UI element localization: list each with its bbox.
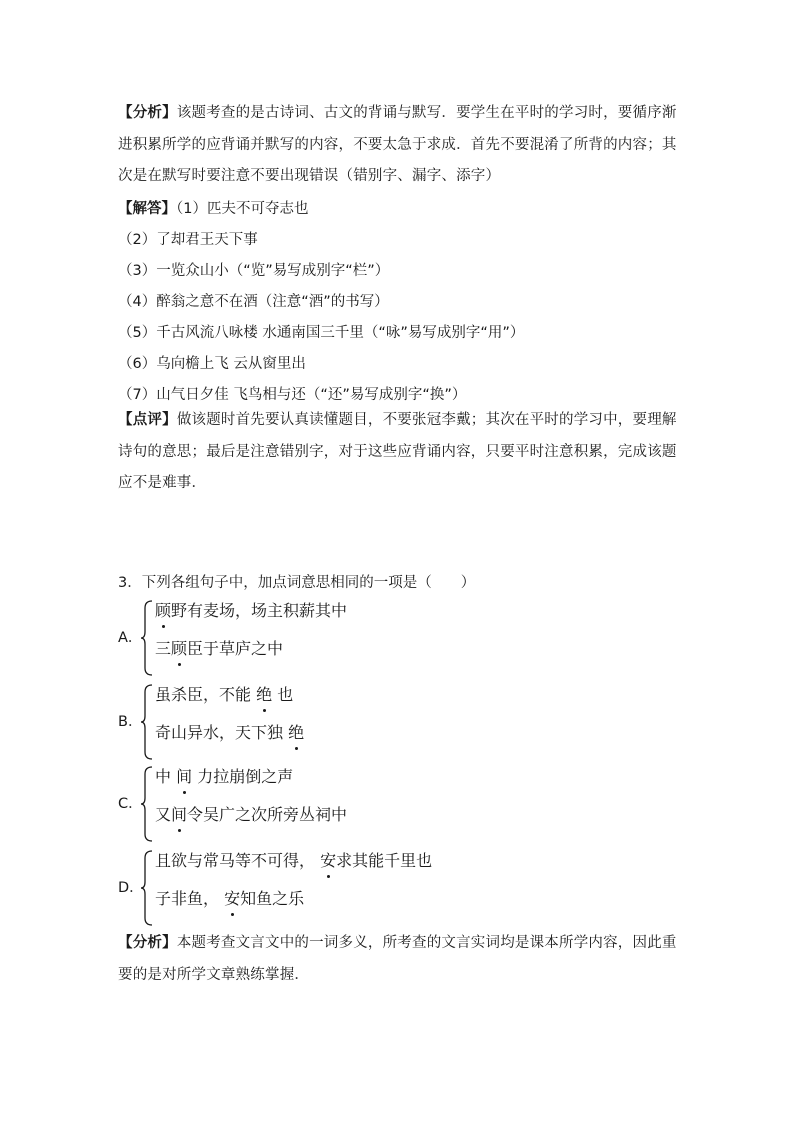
answer-line-7: （7）山气日夕佳 飞鸟相与还（“还”易写成别字“换”） — [118, 387, 467, 403]
answer-tag: 【解答】 — [118, 201, 176, 217]
option-sentence-1: 且欲与常马等不可得， 安求其能千里也 — [155, 848, 432, 871]
option-sentence-2: 又间令吴广之次所旁丛祠中 — [155, 802, 347, 825]
option-a — [118, 598, 678, 678]
comment-tag: 【点评】 — [118, 412, 177, 428]
dotted-word: 间 — [171, 802, 187, 825]
answer-line-4: （4）醉翁之意不在酒（注意“酒”的书写） — [118, 294, 389, 310]
option-b — [118, 682, 678, 762]
option-letter: D． — [118, 880, 144, 896]
analysis-paragraph — [118, 98, 678, 193]
comment-paragraph — [118, 405, 678, 500]
dotted-word: 顾 — [171, 636, 187, 659]
option-sentence-1: 顾野有麦场，场主积薪其中 — [155, 598, 347, 621]
option-sentence-2: 奇山异水，天下独 绝 — [155, 720, 304, 743]
option-sentence-1: 中 间 力拉崩倒之声 — [155, 764, 293, 787]
option-d — [118, 848, 678, 928]
option-c — [118, 764, 678, 844]
answer-line-2: （2）了却君王天下事 — [118, 232, 258, 248]
option-letter: B． — [118, 714, 143, 730]
dotted-word: 顾 — [155, 598, 171, 621]
answer-item: （1）匹夫不可夺志也 — [176, 201, 309, 217]
answer-line-6: （6）乌向檐上飞 云从窗里出 — [118, 356, 306, 372]
dotted-word: 安 — [320, 848, 336, 871]
option-sentence-1: 虽杀臣，不能 绝 也 — [155, 682, 293, 705]
question-stem: 3．下列各组句子中，加点词意思相同的一项是（ ） — [118, 575, 476, 591]
analysis-tag: 【分析】 — [118, 105, 177, 121]
brace-icon — [140, 766, 154, 842]
brace-icon — [140, 684, 154, 760]
option-letter: C． — [118, 796, 143, 812]
option-sentence-2: 子非鱼， 安知鱼之乐 — [155, 886, 304, 909]
answer-line-3: （3）一览众山小（“览”易写成别字“栏”） — [118, 263, 390, 279]
dotted-word: 绝 — [288, 720, 304, 743]
dotted-word: 间 — [176, 764, 192, 787]
answer-line-1 — [118, 197, 308, 218]
brace-icon — [140, 600, 154, 676]
brace-icon — [140, 850, 154, 926]
option-letter: A． — [118, 630, 143, 646]
option-sentence-2: 三顾臣于草庐之中 — [155, 636, 283, 659]
dotted-word: 绝 — [256, 682, 272, 705]
answer-line-5: （5）千古风流八咏楼 水通南国三千里（“咏”易写成别字“用”） — [118, 325, 525, 341]
analysis-tag: 【分析】 — [118, 935, 177, 951]
analysis-text: 该题考查的是古诗词、古文的背诵与默写．要学生在平时的学习时，要循序渐进积累所学的应背诵并默写的内容，不要太急于求成．首先不要混淆了所背的内容；其次是在默写时要注意不要出现错误（错别字、漏字、添字） — [118, 105, 677, 184]
comment-text: 做该题时首先要认真读懂题目，不要张冠李戴；其次在平时的学习中，要理解诗句的意思；最后是注意错别字，对于这些应背诵内容，只要平时注意积累，完成该题应不是难事． — [118, 412, 677, 491]
analysis-paragraph-2 — [118, 928, 678, 991]
dotted-word: 安 — [224, 886, 240, 909]
analysis-text: 本题考查文言文中的一词多义，所考查的文言实词均是课本所学内容，因此重要的是对所学文章熟练掌握． — [118, 935, 677, 983]
